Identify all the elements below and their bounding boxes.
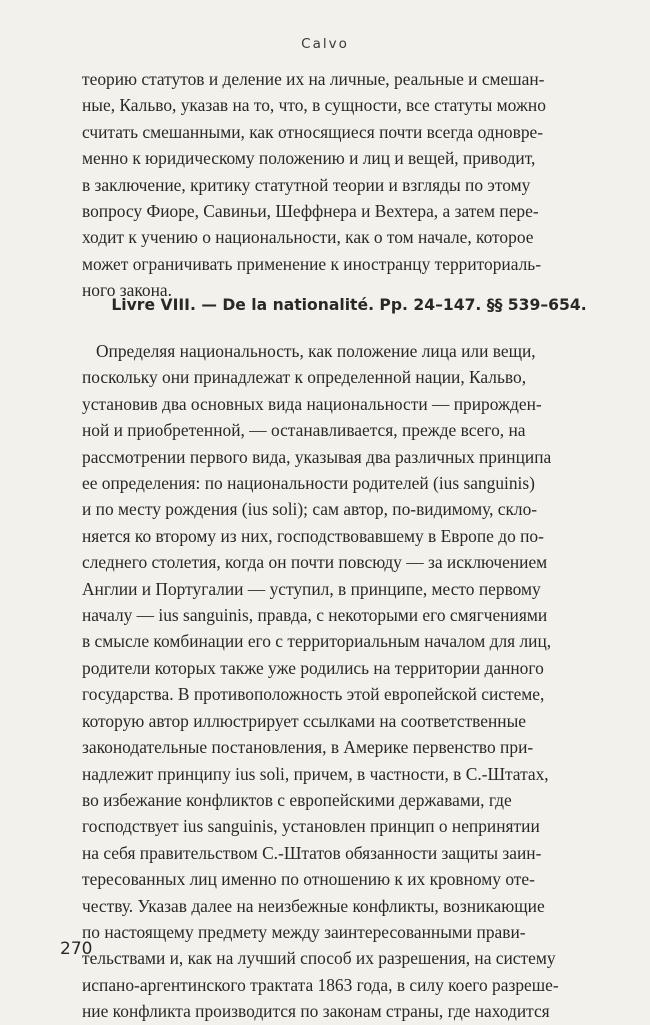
text-line: тересованных лиц именно по отношению к их кровному оте-	[82, 869, 535, 890]
text-line: рассмотрении первого вида, указывая два различных принципа	[82, 446, 552, 467]
text-line: установив два основных вида национальности — прирожден-	[82, 393, 542, 414]
text-line: испано-аргентинского трактата 1863 года, в силу коего разреше-	[82, 974, 559, 995]
text-line: которую автор иллюстрирует ссылками на соответственные	[82, 710, 527, 731]
text-line: и по месту рождения (ius soli); сам автор, по-видимому, скло-	[82, 499, 538, 520]
section-heading: Livre VIII. — De la nationalité. Pp. 24–147. §§ 539–654.	[111, 296, 587, 314]
text-line: во избежание конфликтов с европейскими державами, где	[82, 789, 512, 810]
text-line: поскольку они принадлежат к определенной нации, Кальво,	[82, 367, 527, 388]
text-line: считать смешанными, как относящиеся почти всегда одновре-	[82, 121, 544, 142]
text-line: государства. В противоположность этой европейской системе,	[82, 684, 545, 705]
text-line: надлежит принципу ius soli, причем, в частности, в С.-Штатах,	[82, 763, 549, 784]
text-line: ные, Кальво, указав на то, что, в сущности, все статуты можно	[82, 95, 546, 116]
text-line: родители которых также уже родились на территории данного	[82, 657, 544, 678]
text-line: вопросу Фиоре, Савиньи, Шеффнера и Вехтера, а затем пере-	[82, 201, 539, 222]
text-line: тельствами и, как на лучший способ их разрешения, на систему	[82, 948, 556, 969]
text-line: началу — ius sanguinis, правда, с некоторыми его смягчениями	[82, 605, 548, 626]
text-line: менно к юридическому положению и лиц и вещей, приводит,	[82, 148, 536, 169]
text-line: господствует ius sanguinis, установлен принцип о непринятии	[82, 816, 540, 837]
text-line: Определяя национальность, как положение лица или вещи,	[96, 341, 536, 361]
text-line: в заключение, критику статутной теории и взгляды по этому	[82, 174, 531, 195]
text-line: ее определения: по национальности родителей (ius sanguinis)	[82, 473, 535, 494]
page-number: 270	[60, 939, 93, 959]
text-line: честву. Указав далее на неизбежные конфликты, возникающие	[82, 895, 545, 916]
text-line: ходит к учению о национальности, как о том начале, которое	[82, 227, 534, 248]
text-line: на себя правительством С.-Штатов обязанности защиты заин-	[82, 842, 542, 863]
text-line: в смысле комбинации его с территориальным началом для лиц,	[82, 631, 552, 652]
text-line: теорию статутов и деление их на личные, реальные и смешан-	[82, 69, 545, 89]
text-line: ние конфликта производится по законам страны, где находится	[82, 1001, 550, 1022]
text-line: может ограничивать применение к иностранцу территориаль-	[82, 253, 541, 274]
text-line: ной и приобретенной, — останавливается, прежде всего, на	[82, 420, 526, 441]
text-line: ного закона.	[82, 280, 172, 301]
paragraph-1	[82, 66, 616, 304]
text-line: следнего столетия, когда он почти повсюду — за исключением	[82, 552, 548, 573]
text-line: законодательные постановления, в Америке первенство при-	[82, 737, 534, 758]
paragraph-2	[82, 338, 616, 1025]
text-line: по настоящему предмету между заинтересованными прави-	[82, 921, 526, 942]
text-line: Англии и Португалии — уступил, в принципе, место первому	[82, 578, 541, 599]
running-head: Calvo	[301, 36, 349, 52]
text-line: няется ко второму из них, господствовавшему в Европе до по-	[82, 525, 544, 546]
